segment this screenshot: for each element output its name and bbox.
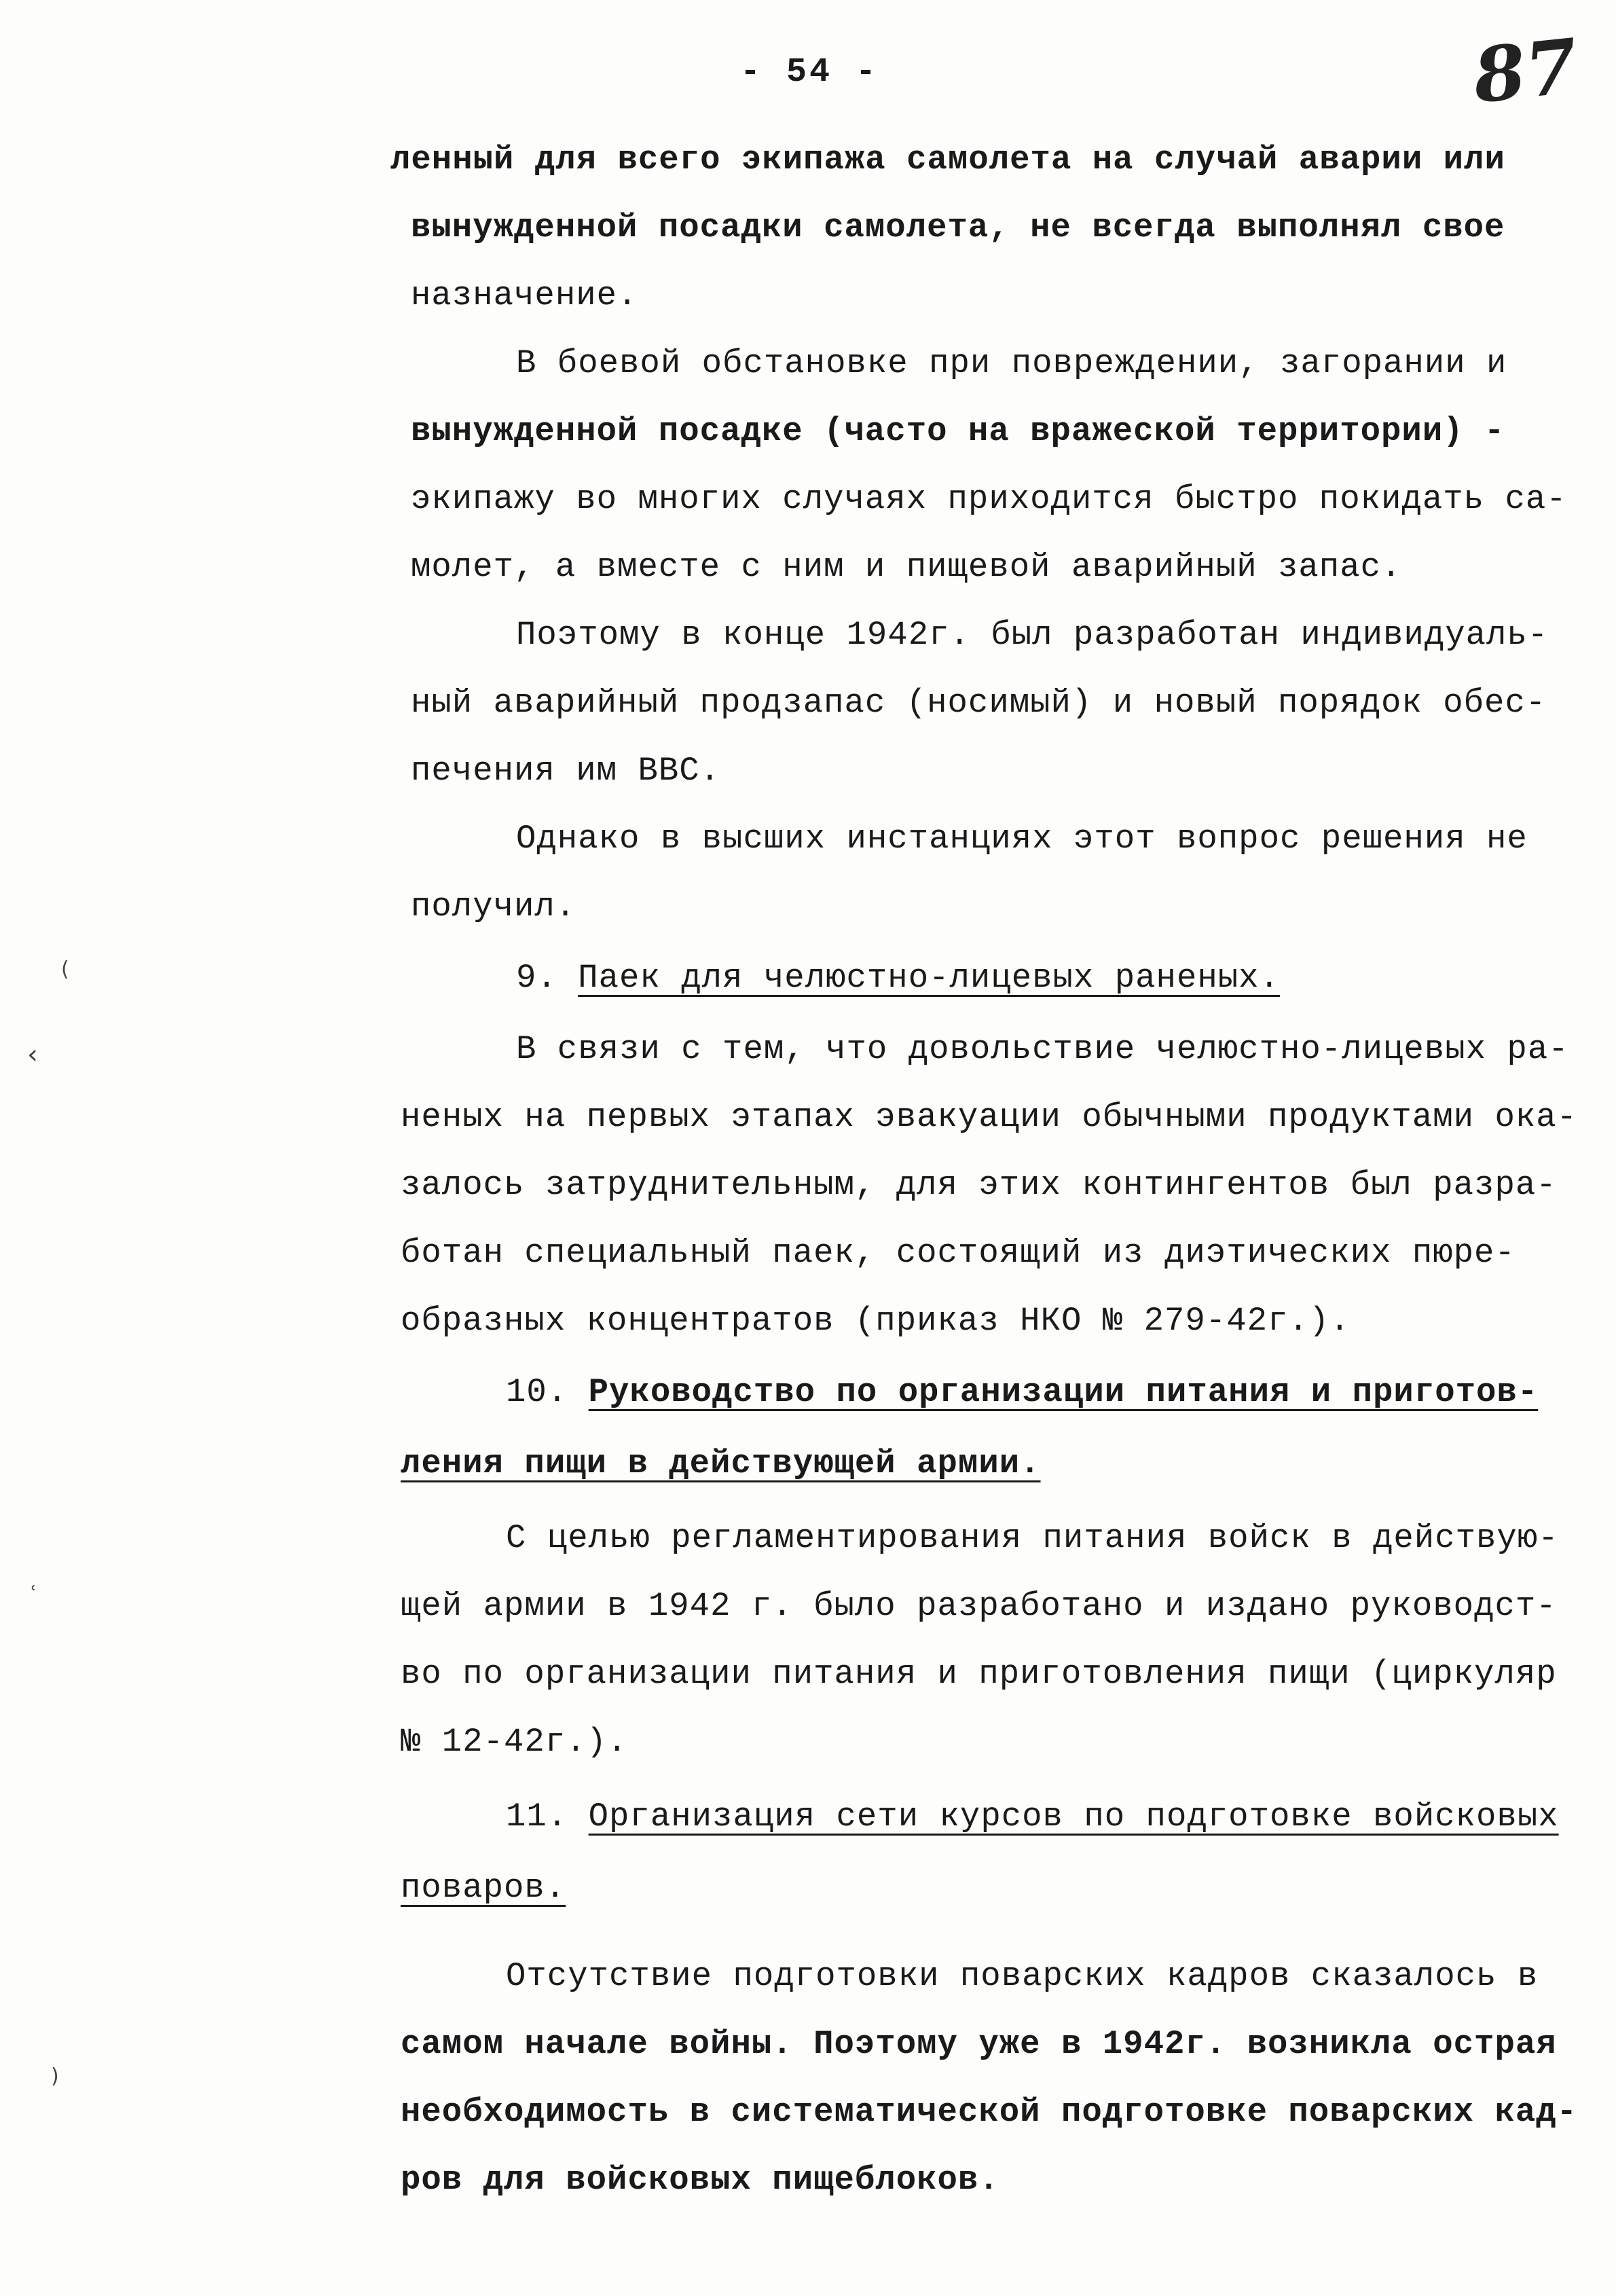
margin-mark: ‹	[27, 1039, 38, 1070]
text-line: назначение.	[411, 276, 638, 314]
text-line: В связи с тем, что довольствие челюстно-лицевых ра-	[516, 1030, 1569, 1068]
section-title: Руководство по организации питания и приготов-	[588, 1373, 1539, 1411]
text-line: Поэтому в конце 1942г. был разработан индивидуаль-	[516, 616, 1549, 654]
text-line: вынужденной посадки самолета, не всегда выполнял свое	[411, 208, 1505, 247]
text-line: вынужденной посадке (часто на вражеской территории) -	[411, 412, 1505, 450]
text-line: самом начале войны. Поэтому уже в 1942г. возникла острая	[401, 2025, 1557, 2063]
text-line: Отсутствие подготовки поварских кадров сказалось в	[506, 1957, 1539, 1995]
margin-mark: )	[51, 2064, 59, 2088]
text-line: В боевой обстановке при повреждении, загорании и	[516, 344, 1507, 382]
text-line: № 12-42г.).	[401, 1723, 628, 1761]
section-heading-9	[516, 958, 1280, 998]
text-line: С целью регламентирования питания войск в действую-	[506, 1519, 1559, 1557]
section-title-continuation: ления пищи в действующей армии.	[401, 1444, 1041, 1482]
text-line: печения им ВВС.	[411, 752, 721, 790]
text-line: неных на первых этапах эвакуации обычными продуктами ока-	[401, 1098, 1578, 1136]
handwritten-archive-number: 87	[1469, 22, 1582, 120]
margin-mark: (	[61, 958, 69, 981]
text-line: молет, а вместе с ним и пищевой аварийный запас.	[411, 548, 1402, 586]
text-line: ный аварийный продзапас (носимый) и новый порядок обес-	[411, 684, 1547, 722]
section-number: 9.	[516, 959, 557, 997]
section-title-continuation: поваров.	[401, 1869, 566, 1907]
text-line: необходимость в систематической подготовке поварских кад-	[401, 2093, 1578, 2131]
text-line: залось затруднительным, для этих контингентов был разра-	[401, 1166, 1557, 1204]
margin-mark: ʿ	[31, 1582, 37, 1606]
text-line: щей армии в 1942 г. было разработано и издано руководст-	[401, 1587, 1557, 1625]
text-line: ров для войсковых пищеблоков.	[401, 2161, 999, 2199]
text-line: Однако в высших инстанциях этот вопрос решения не	[516, 820, 1528, 858]
text-line: образных концентратов (приказ НКО № 279-42г.).	[401, 1302, 1351, 1340]
text-line: получил.	[411, 888, 576, 926]
page-number: - 54 -	[740, 53, 879, 92]
section-title: Организация сети курсов по подготовке войсковых	[588, 1798, 1559, 1836]
section-heading-10	[506, 1372, 1538, 1413]
section-heading-11	[506, 1796, 1559, 1837]
text-line: экипажу во многих случаях приходится быстро покидать са-	[411, 480, 1567, 518]
section-title: Паек для челюстно-лицевых раненых.	[578, 959, 1280, 997]
section-number: 11.	[506, 1798, 568, 1836]
text-line: ленный для всего экипажа самолета на случай аварии или	[390, 141, 1505, 179]
section-number: 10.	[506, 1373, 568, 1411]
text-line: ботан специальный паек, состоящий из диэтических пюре-	[401, 1234, 1516, 1272]
text-line: во по организации питания и приготовления пищи (циркуляр	[401, 1655, 1557, 1693]
